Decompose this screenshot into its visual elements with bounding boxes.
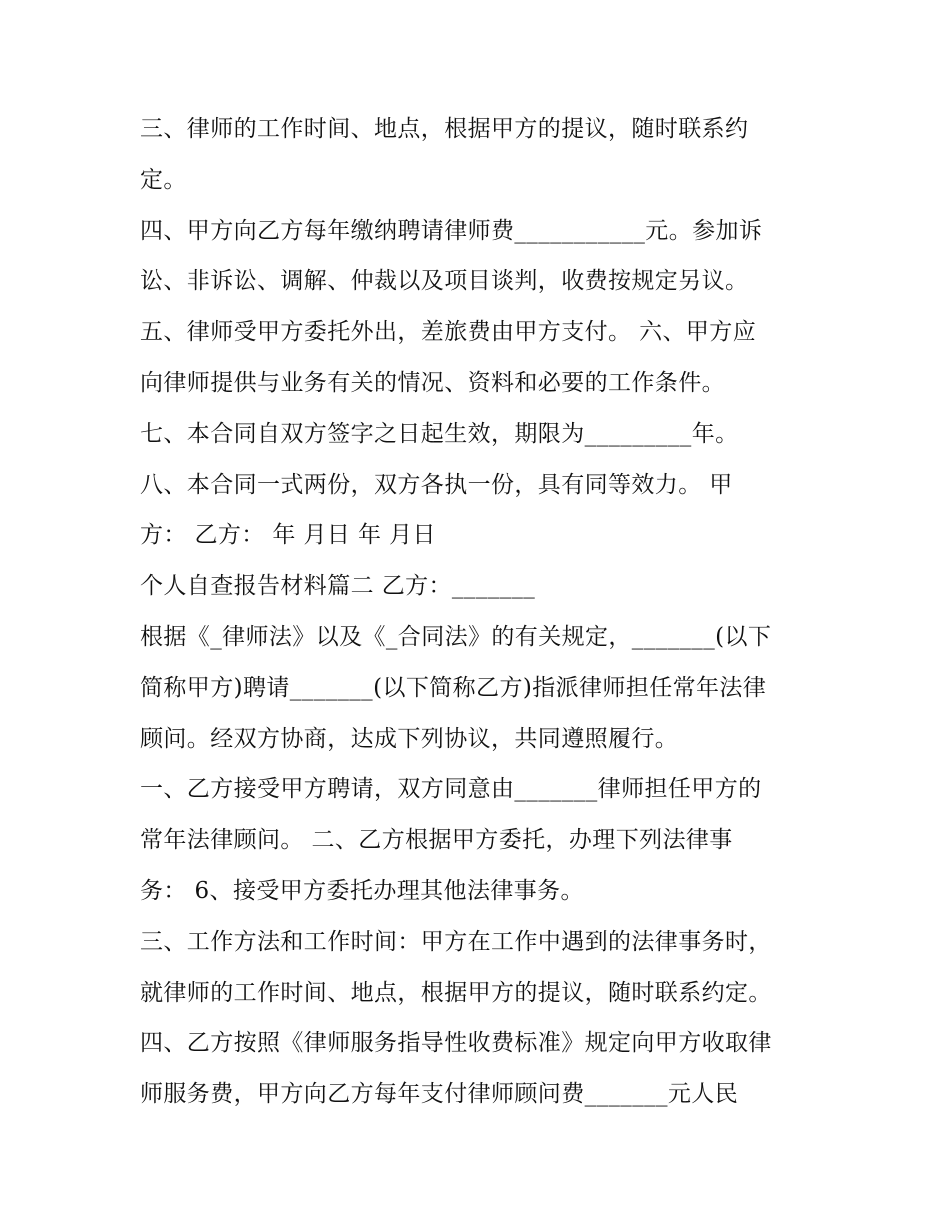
- text-line: 师服务费，甲方向乙方每年支付律师顾问费_______元人民: [140, 1081, 739, 1108]
- section-heading-line: 个人自查报告材料篇二 乙方：_______: [140, 573, 536, 600]
- text-line: 一、乙方接受甲方聘请，双方同意由_______律师担任甲方的: [140, 776, 762, 803]
- text-line: 务： 6、接受甲方委托办理其他法律事务。: [140, 877, 584, 904]
- text-line: 定。: [140, 166, 187, 193]
- text-line: 八、本合同一式两份，双方各执一份，具有同等效力。 甲: [140, 471, 733, 498]
- text-line: 向律师提供与业务有关的情况、资料和必要的工作条件。: [140, 369, 725, 396]
- text-line: 讼、非诉讼、调解、仲裁以及项目谈判，收费按规定另议。: [140, 268, 749, 295]
- text-line: 四、甲方向乙方每年缴纳聘请律师费___________元。参加诉: [140, 217, 763, 244]
- document-body: [140, 104, 820, 1120]
- text-line: 五、律师受甲方委托外出，差旅费由甲方支付。 六、甲方应: [140, 319, 757, 346]
- text-line: 方： 乙方： 年 月日 年 月日: [140, 522, 436, 549]
- text-line: 顾问。经双方协商，达成下列协议，共同遵照履行。: [140, 725, 679, 752]
- text-line: 常年法律顾问。 二、乙方根据甲方委托，办理下列法律事: [140, 827, 733, 854]
- text-line: 七、本合同自双方签字之日起生效，期限为_________年。: [140, 420, 739, 447]
- text-line: 就律师的工作时间、地点，根据甲方的提议，随时联系约定。: [140, 979, 772, 1006]
- text-line: 根据《_律师法》以及《_合同法》的有关规定，_______(以下: [140, 623, 772, 650]
- text-line: 简称甲方)聘请_______(以下简称乙方)指派律师担任常年法律: [140, 674, 767, 701]
- text-line: 三、工作方法和工作时间：甲方在工作中遇到的法律事务时，: [140, 928, 772, 955]
- text-line: 四、乙方按照《律师服务指导性收费标准》规定向甲方收取律: [140, 1030, 772, 1057]
- text-line: 三、律师的工作时间、地点，根据甲方的提议，随时联系约: [140, 116, 749, 142]
